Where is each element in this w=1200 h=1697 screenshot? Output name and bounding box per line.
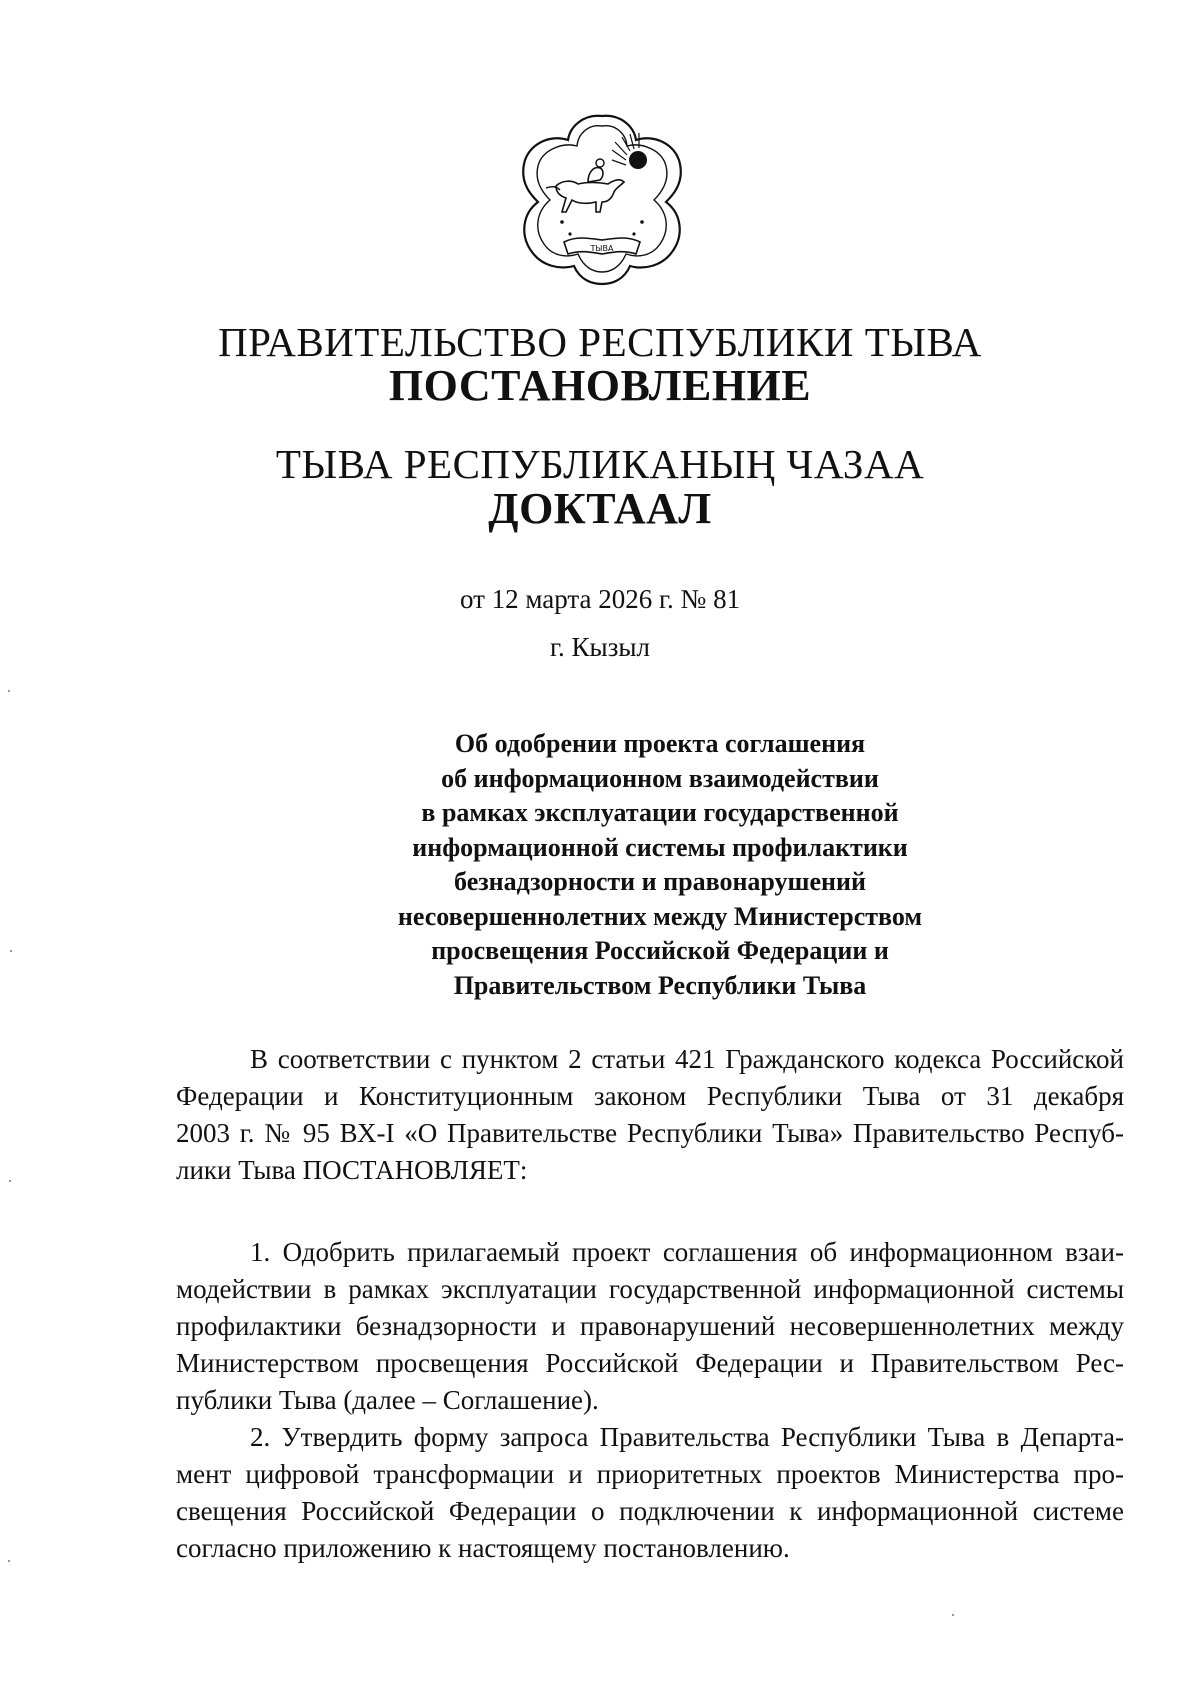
scan-artifact bbox=[952, 1614, 954, 1616]
title-line: безнадзорности и правонарушений bbox=[454, 867, 866, 896]
document-city: г. Кызыл bbox=[550, 632, 650, 662]
title-line: информационной системы профилактики bbox=[412, 832, 908, 862]
body-line: Федерации и Конституционным законом Республики Тыва от 31 декабря bbox=[176, 1081, 1124, 1111]
scan-artifact bbox=[8, 1560, 10, 1562]
title-line: просвещения Российской Федерации и bbox=[431, 936, 889, 965]
document-date-number: от 12 марта 2026 г. № 81 bbox=[459, 584, 741, 614]
body-line: модействии в рамках эксплуатации государственной информационной системы bbox=[176, 1274, 1124, 1304]
government-name-ru: ПРАВИТЕЛЬСТВО РЕСПУБЛИКИ ТЫВА bbox=[218, 319, 982, 365]
emblem-ribbon-text: ТЫВА bbox=[590, 244, 614, 253]
scan-artifact bbox=[10, 950, 12, 952]
body-line: публики Тыва (далее – Соглашение). bbox=[176, 1385, 599, 1415]
government-name-tyv: ТЫВА РЕСПУБЛИКАНЫҢ ЧАЗАА bbox=[275, 441, 925, 487]
title-line: об информационном взаимодействии bbox=[441, 763, 879, 793]
title-line: несовершеннолетних между Министерством bbox=[397, 901, 923, 931]
emblem-graphic bbox=[516, 110, 688, 286]
body-line: мент цифровой трансформации и приоритетных проектов Министерства про- bbox=[176, 1459, 1124, 1489]
clause-2-paragraph bbox=[176, 1419, 1124, 1567]
body-line: свещения Российской Федерации о подключении к информационной системе bbox=[176, 1496, 1124, 1526]
body-line: лики Тыва ПОСТАНОВЛЯЕТ: bbox=[176, 1155, 528, 1185]
document-type-tyv: ДОКТААЛ bbox=[488, 484, 712, 533]
scan-artifact bbox=[8, 690, 10, 692]
body-line: согласно приложению к настоящему постановлению. bbox=[176, 1533, 790, 1563]
preamble-paragraph bbox=[176, 1041, 1124, 1189]
title-line: Правительством Республики Тыва bbox=[453, 970, 867, 1000]
body-line: Министерством просвещения Российской Федерации и Правительством Рес- bbox=[176, 1348, 1124, 1378]
document-type-ru: ПОСТАНОВЛЕНИЕ bbox=[388, 361, 812, 410]
title-line: Об одобрении проекта соглашения bbox=[454, 729, 866, 758]
body-line: В соответствии с пунктом 2 статьи 421 Гражданского кодекса Российской bbox=[250, 1044, 1124, 1074]
body-line: профилактики безнадзорности и правонарушений несовершеннолетних между bbox=[176, 1311, 1124, 1341]
title-line: в рамках эксплуатации государственной bbox=[421, 798, 899, 827]
scan-artifact bbox=[9, 1180, 11, 1182]
coat-of-arms-emblem bbox=[516, 110, 688, 286]
document-title bbox=[300, 727, 1020, 1003]
body-line: 2003 г. № 95 ВХ-I «О Правительстве Республики Тыва» Правительство Респуб- bbox=[176, 1118, 1124, 1148]
body-line: 1. Одобрить прилагаемый проект соглашения об информационном взаи- bbox=[250, 1237, 1124, 1267]
clause-1-paragraph bbox=[176, 1234, 1124, 1419]
body-line: 2. Утвердить форму запроса Правительства Республики Тыва в Департа- bbox=[250, 1422, 1124, 1452]
